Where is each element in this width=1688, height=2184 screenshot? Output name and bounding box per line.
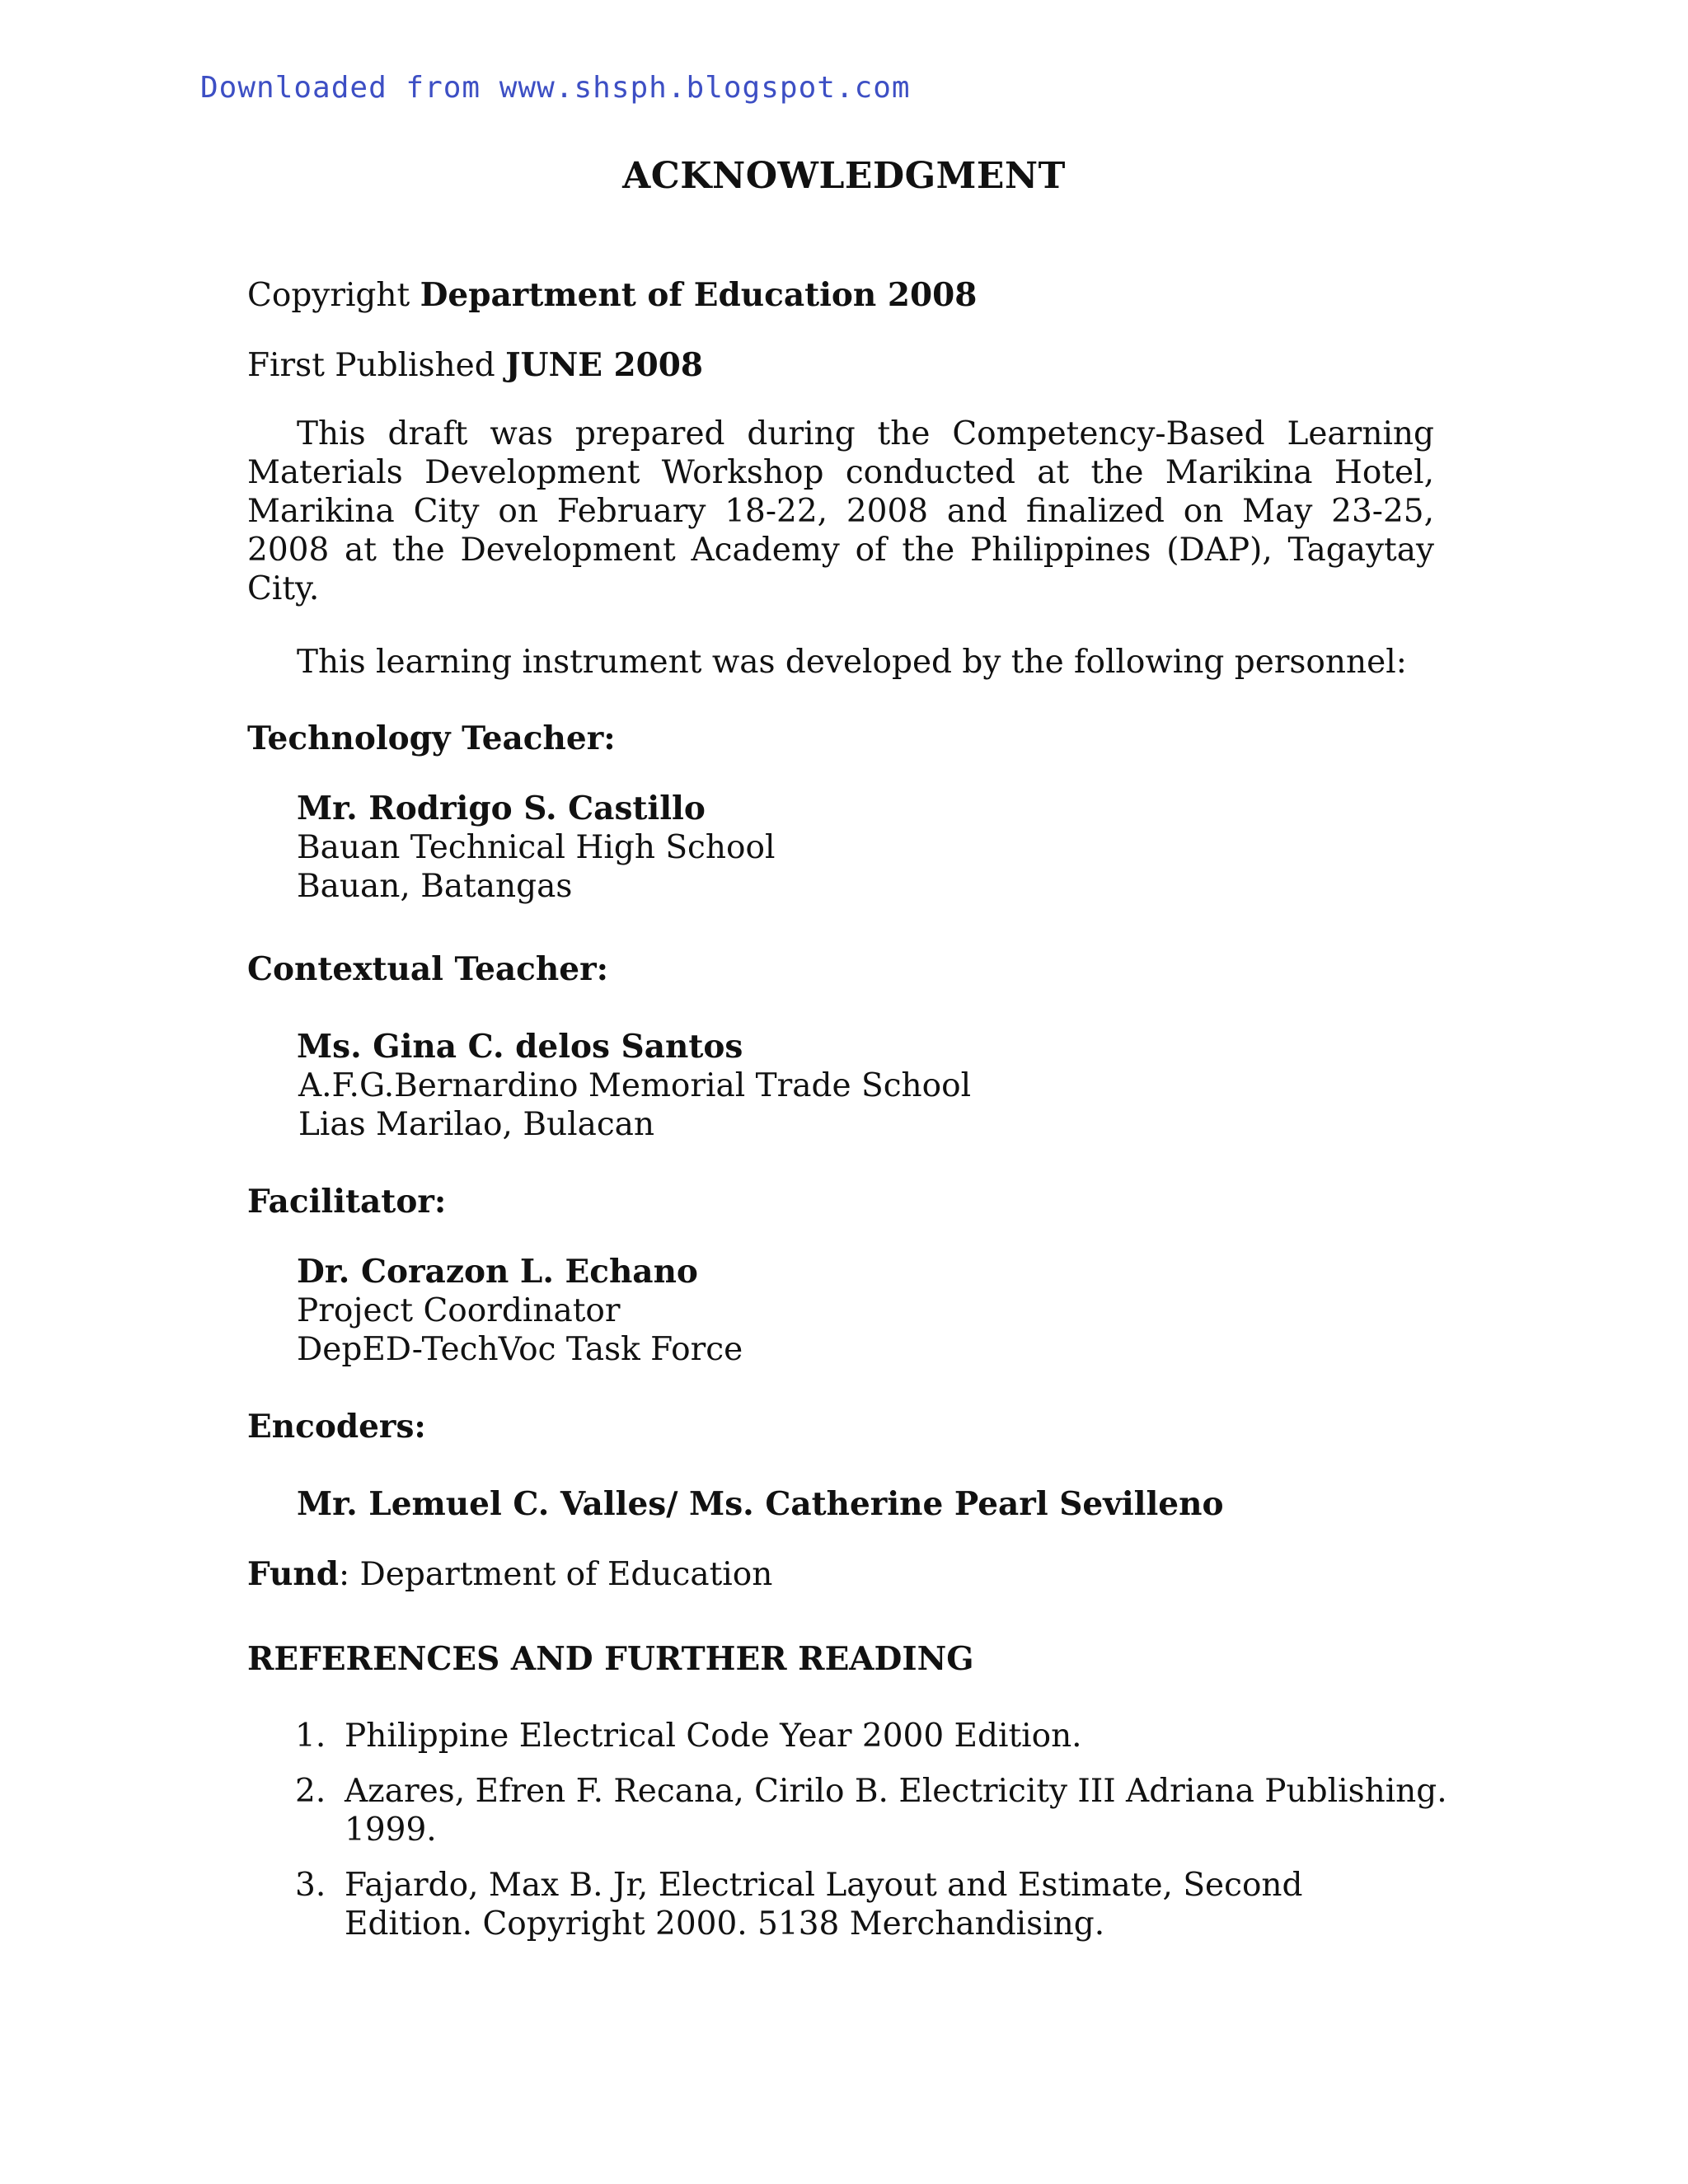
facilitator-role: Project Coordinator — [297, 1292, 621, 1329]
technology-teacher-name: Mr. Rodrigo S. Castillo — [297, 790, 706, 827]
intro-paragraph: This draft was prepared during the Competency-Based Learning Materials Development Workshop conducted at the Marikina Hotel, Marikina City on February 18-22, 2008 and finalized on May 23-25, 2008 at the Development Academy of the Philippines (DAP), Tagaytay City. — [247, 415, 1434, 607]
references-heading: REFERENCES AND FURTHER READING — [247, 1640, 974, 1678]
first-published-line — [247, 346, 703, 385]
reference-number: 2. — [295, 1773, 326, 1810]
contextual-teacher-name: Ms. Gina C. delos Santos — [297, 1028, 743, 1066]
reference-number: 1. — [295, 1718, 326, 1755]
facilitator-name: Dr. Corazon L. Echano — [297, 1253, 698, 1291]
copyright-label: Copyright — [247, 277, 420, 314]
facilitator-organization: DepED-TechVoc Task Force — [297, 1331, 743, 1368]
encoders-heading: Encoders: — [247, 1408, 426, 1446]
technology-teacher-school: Bauan Technical High School — [297, 829, 776, 866]
fund-value: : Department of Education — [338, 1556, 773, 1593]
encoders-names: Mr. Lemuel C. Valles/ Ms. Catherine Pearl Sevilleno — [297, 1485, 1224, 1523]
technology-teacher-heading: Technology Teacher: — [247, 719, 616, 757]
reference-number: 3. — [295, 1867, 326, 1904]
watermark-link[interactable]: Downloaded from www.shsph.blogspot.com — [200, 71, 911, 105]
page-title: ACKNOWLEDGMENT — [622, 155, 1066, 197]
contextual-teacher-heading: Contextual Teacher: — [247, 950, 609, 988]
fund-label: Fund — [247, 1555, 339, 1593]
technology-teacher-location: Bauan, Batangas — [297, 868, 573, 905]
reference-text: Fajardo, Max B. Jr, Electrical Layout and Estimate, Second Edition. Copyright 2000. 5138 Merchandising. — [345, 1867, 1303, 1943]
first-published-value: JUNE 2008 — [505, 346, 704, 384]
contextual-teacher-location: Lias Marilao, Bulacan — [298, 1106, 655, 1143]
copyright-value: Department of Education 2008 — [420, 276, 978, 314]
facilitator-heading: Facilitator: — [247, 1183, 447, 1221]
first-published-label: First Published — [247, 347, 506, 384]
fund-line — [247, 1555, 772, 1594]
developed-by-text: This learning instrument was developed by the following personnel: — [297, 644, 1407, 681]
contextual-teacher-school: A.F.G.Bernardino Memorial Trade School — [298, 1067, 972, 1104]
reference-text: Philippine Electrical Code Year 2000 Edition. — [345, 1718, 1082, 1755]
reference-text: Azares, Efren F. Recana, Cirilo B. Electricity III Adriana Publishing. 1999. — [345, 1773, 1447, 1849]
copyright-line — [247, 276, 977, 315]
